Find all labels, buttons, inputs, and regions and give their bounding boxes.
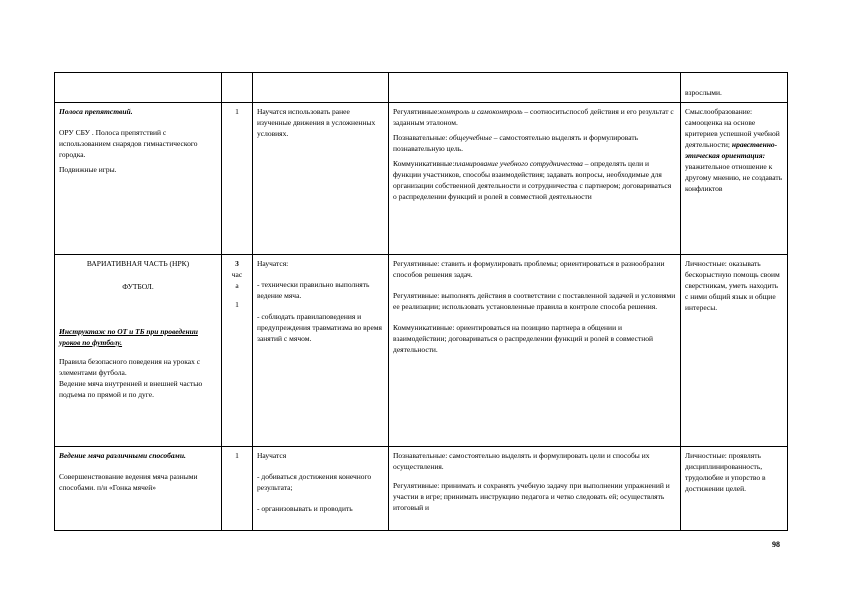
personal-text: самооценка на основе критериев успешной учебной деятельности; (685, 118, 780, 149)
outcome-cell: Научатся использовать ранее изученные движения в усложненных условиях. (253, 103, 389, 255)
section-subtitle: ФУТБОЛ. (122, 282, 154, 291)
uud-italic: контроль и самоконтроль (439, 107, 523, 116)
uud-cell (389, 447, 681, 531)
cell (389, 73, 681, 103)
topic-text: ОРУ СБУ . Полоса препятствий с использованием снарядов гимнастического городка. (59, 128, 198, 159)
uud-label: Познавательные: (393, 133, 450, 142)
outcome-cell (253, 447, 389, 531)
uud-label: Коммуникативные: (393, 159, 455, 168)
lesson-plan-table (54, 72, 788, 531)
instruction-title: Инструктаж по ОТ и ТБ при проведении уроков по футболу. (59, 327, 198, 347)
uud-text: выполнять действия в соответствии с поставленной задачей и условиями ее реализации; использовать установленные правила в контроле способа решения. (393, 291, 676, 311)
outcome-head: Научатся: (257, 259, 289, 268)
uud-label: Регулятивные: (393, 291, 440, 300)
personal-label: Личностные: (685, 259, 727, 268)
hours-unit-end: а (235, 281, 239, 290)
personal-text: проявлять дисциплинированность, трудолюбие и упорство в достижении целей. (685, 451, 766, 493)
uud-label: Регулятивные: (393, 481, 440, 490)
outcome-cell (253, 255, 389, 447)
cell (222, 73, 253, 103)
hours-count: 1 (235, 300, 239, 309)
cell-text: взрослыми. (685, 88, 722, 97)
topic-text: Правила безопасного поведения на уроках с элементами футбола. (59, 357, 201, 377)
hours-cell: 1 (222, 103, 253, 255)
outcome-item: - соблюдать правилаповедения и предупреждения травматизма во время занятий с мячом. (257, 312, 382, 343)
table-row (55, 447, 788, 531)
uud-text: – соотноситьспособ действия и его результат с заданным эталоном. (393, 107, 674, 127)
personal-cell (681, 255, 788, 447)
personal-text: оказывать бескорыстную помощь своим сверстникам, уметь находить с ними общий язык и общие интересы. (685, 259, 780, 312)
uud-label: Регулятивные: (393, 107, 440, 116)
personal-cell (681, 447, 788, 531)
personal-label: Смыслообразование: (685, 107, 753, 116)
topic-text: Подвижные игры. (59, 165, 117, 174)
topic-text: Ведение мяча внутренней и внешней частью подъема по прямой и по дуге. (59, 379, 203, 399)
uud-label: Регулятивные: (393, 259, 440, 268)
table-row (55, 255, 788, 447)
outcome-item: - добиваться достижения конечного результата; (257, 472, 372, 492)
table-row (55, 73, 788, 103)
uud-label: Познавательные: (393, 451, 448, 460)
outcome-head: Научатся (257, 451, 287, 460)
outcome-item: - организовывать и проводить (257, 504, 353, 513)
uud-label: Коммуникативные: (393, 323, 455, 332)
outcome-item: - технически правильно выполнять ведение мяча. (257, 280, 370, 300)
topic-cell (55, 255, 222, 447)
personal-cell (681, 103, 788, 255)
hours-cell (222, 255, 253, 447)
uud-italic: планирование учебного сотрудничества (454, 159, 583, 168)
cell (253, 73, 389, 103)
cell (681, 73, 788, 103)
page-number: 98 (772, 540, 780, 549)
topic-title: Ведение мяча различными способами. (59, 451, 186, 460)
uud-text: самостоятельно выделять и формулировать цели и способы их осуществления. (393, 451, 650, 471)
personal-italic: нравственно-этическая ориентация: (685, 140, 778, 160)
hours-number: 3 (235, 259, 239, 268)
topic-cell (55, 103, 222, 255)
uud-text: принимать и сохранять учебную задачу при выполнении упражнений и участии в игре; принимать инструкцию педагога и четко следовать ей; осуществлять итоговый и (393, 481, 670, 512)
uud-text: – самостоятельно выделять и формулировать познавательную цель. (393, 133, 639, 153)
uud-text: – определять цели и функции участников, способы взаимодействия; задавать вопросы, необходимые для организации собственной деятельности и сотрудничества с партнером; договариваться о распределении функций и ролей в совместной деятельности (393, 159, 672, 201)
table-row (55, 103, 788, 255)
topic-text: Совершенствование ведения мяча разными способами. п/и «Гонка мячей» (59, 472, 198, 492)
topic-cell (55, 447, 222, 531)
cell (55, 73, 222, 103)
hours-unit: час (231, 270, 243, 279)
topic-title: Полоса препятствий. (59, 107, 133, 116)
uud-cell (389, 103, 681, 255)
uud-text: ориентироваться на позицию партнера в общении и взаимодействии; договариваться о распределении функций и ролей в совместной деятельности. (393, 323, 654, 354)
uud-text: ставить и формулировать проблемы; ориентироваться в разнообразии способов решения задач. (393, 259, 665, 279)
section-title: ВАРИАТИВНАЯ ЧАСТЬ (НРК) (86, 259, 190, 268)
personal-text: уважительное отношение к другому мнению, не создавать конфликтов (685, 162, 783, 193)
personal-label: Личностные: (685, 451, 727, 460)
uud-cell (389, 255, 681, 447)
hours-cell: 1 (222, 447, 253, 531)
uud-italic: общеучебные (449, 133, 492, 142)
